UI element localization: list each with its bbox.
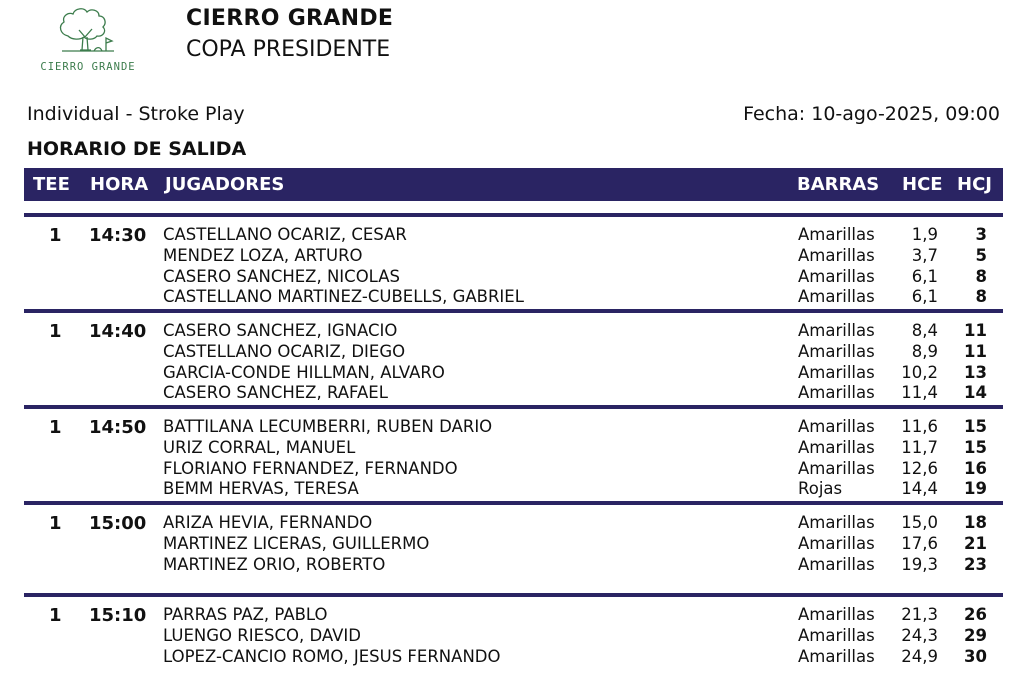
player-hcj: 15 [964, 437, 987, 457]
player-tees: Amarillas [798, 458, 875, 478]
tee-number: 1 [49, 321, 62, 342]
player-tees: Amarillas [798, 287, 875, 307]
player-hcj: 11 [964, 341, 987, 361]
player-name: CASERO SANCHEZ, RAFAEL [163, 383, 388, 403]
tee-time: 14:30 [89, 225, 147, 246]
tee-number: 1 [49, 417, 62, 438]
player-hce: 12,6 [901, 458, 938, 478]
table-row [24, 459, 1003, 480]
player-hcj: 21 [964, 533, 987, 553]
header-hce: HCE [902, 174, 943, 195]
player-hcj: 14 [964, 383, 987, 403]
table-row [24, 479, 1003, 500]
player-name: CASERO SANCHEZ, NICOLAS [163, 266, 401, 286]
player-tees: Amarillas [798, 513, 875, 532]
player-hce: 24,3 [901, 625, 938, 645]
player-name: FLORIANO FERNANDEZ, FERNANDO [163, 458, 458, 478]
player-tees: Amarillas [798, 533, 875, 553]
player-tees: Amarillas [798, 437, 875, 457]
tee-time: 14:40 [89, 321, 147, 342]
player-name: CASTELLANO OCARIZ, DIEGO [163, 341, 406, 361]
table-row [24, 342, 1003, 363]
group-divider [24, 593, 1003, 597]
player-tees: Amarillas [798, 225, 875, 244]
modality-label: Individual - Stroke Play [27, 103, 245, 125]
player-hce: 11,7 [901, 437, 938, 457]
player-name: MARTINEZ LICERAS, GUILLERMO [163, 533, 430, 553]
player-tees: Amarillas [798, 625, 875, 645]
table-row [24, 555, 1003, 576]
player-hce: 3,7 [911, 245, 938, 265]
player-tees: Amarillas [798, 321, 875, 340]
club-logo [38, 6, 138, 76]
table-row [24, 363, 1003, 384]
player-hcj: 18 [964, 513, 987, 532]
player-name: CASTELLANO OCARIZ, CESAR [163, 225, 407, 244]
player-name: BEMM HERVAS, TERESA [163, 479, 359, 499]
group-divider [24, 309, 1003, 313]
tree-icon [54, 6, 122, 60]
player-hcj: 3 [975, 225, 987, 244]
player-hce: 8,4 [911, 321, 938, 340]
table-row [24, 513, 1003, 534]
player-hcj: 15 [964, 417, 987, 436]
date-label: Fecha: 10-ago-2025, 09:00 [743, 103, 1000, 125]
group-divider [24, 405, 1003, 409]
player-tees: Amarillas [798, 245, 875, 265]
player-tees: Amarillas [798, 417, 875, 436]
logo-text: CIERRO GRANDE [40, 61, 136, 73]
table-row [24, 605, 1003, 626]
player-hcj: 13 [964, 362, 987, 382]
player-tees: Amarillas [798, 362, 875, 382]
player-tees: Amarillas [798, 341, 875, 361]
player-hce: 11,4 [901, 383, 938, 403]
table-row [24, 383, 1003, 404]
tee-number: 1 [49, 513, 62, 534]
player-name: ARIZA HEVIA, FERNANDO [163, 513, 373, 532]
player-hce: 24,9 [901, 646, 938, 666]
player-hcj: 23 [964, 554, 987, 574]
player-name: CASERO SANCHEZ, IGNACIO [163, 321, 398, 340]
tee-time: 14:50 [89, 417, 147, 438]
player-hce: 6,1 [911, 266, 938, 286]
table-row [24, 647, 1003, 668]
table-row [24, 267, 1003, 288]
tee-time: 15:10 [89, 605, 147, 626]
player-hce: 21,3 [901, 605, 938, 624]
player-hcj: 29 [964, 625, 987, 645]
player-tees: Amarillas [798, 646, 875, 666]
player-tees: Amarillas [798, 266, 875, 286]
player-hce: 6,1 [911, 287, 938, 307]
player-hcj: 8 [975, 287, 987, 307]
table-row [24, 321, 1003, 342]
tee-number: 1 [49, 605, 62, 626]
player-hce: 10,2 [901, 362, 938, 382]
player-tees: Amarillas [798, 383, 875, 403]
player-hce: 1,9 [911, 225, 938, 244]
player-hce: 17,6 [901, 533, 938, 553]
table-row [24, 626, 1003, 647]
header-tee: TEE [33, 174, 70, 195]
tee-time: 15:00 [89, 513, 147, 534]
table-row [24, 246, 1003, 267]
table-row [24, 287, 1003, 308]
player-hcj: 26 [964, 605, 987, 624]
player-name: CASTELLANO MARTINEZ-CUBELLS, GABRIEL [163, 287, 524, 307]
header-barras: BARRAS [797, 174, 880, 195]
group-divider [24, 501, 1003, 505]
player-name: MARTINEZ ORIO, ROBERTO [163, 554, 386, 574]
player-hce: 11,6 [901, 417, 938, 436]
player-hcj: 30 [964, 646, 987, 666]
player-name: LOPEZ-CANCIO ROMO, JESUS FERNANDO [163, 646, 501, 666]
player-hce: 8,9 [911, 341, 938, 361]
section-title: HORARIO DE SALIDA [27, 138, 247, 160]
player-hcj: 8 [975, 266, 987, 286]
player-hce: 19,3 [901, 554, 938, 574]
player-hce: 14,4 [901, 479, 938, 499]
table-header [24, 168, 1003, 201]
player-hcj: 5 [975, 245, 987, 265]
player-tees: Amarillas [798, 554, 875, 574]
player-name: MENDEZ LOZA, ARTURO [163, 245, 363, 265]
group-divider [24, 213, 1003, 217]
header-hora: HORA [90, 174, 149, 195]
table-row [24, 534, 1003, 555]
player-name: PARRAS PAZ, PABLO [163, 605, 328, 624]
tee-number: 1 [49, 225, 62, 246]
player-hce: 15,0 [901, 513, 938, 532]
table-row [24, 417, 1003, 438]
player-name: LUENGO RIESCO, DAVID [163, 625, 361, 645]
player-name: URIZ CORRAL, MANUEL [163, 437, 356, 457]
player-tees: Rojas [798, 479, 843, 499]
player-name: BATTILANA LECUMBERRI, RUBEN DARIO [163, 417, 493, 436]
player-hcj: 11 [964, 321, 987, 340]
club-title: CIERRO GRANDE [186, 6, 394, 31]
header-hcj: HCJ [957, 174, 992, 195]
table-row [24, 225, 1003, 246]
player-hcj: 19 [964, 479, 987, 499]
header-jugadores: JUGADORES [165, 174, 285, 195]
player-name: GARCIA-CONDE HILLMAN, ALVARO [163, 362, 445, 382]
tournament-title: COPA PRESIDENTE [186, 37, 391, 62]
player-hcj: 16 [964, 458, 987, 478]
player-tees: Amarillas [798, 605, 875, 624]
table-row [24, 438, 1003, 459]
